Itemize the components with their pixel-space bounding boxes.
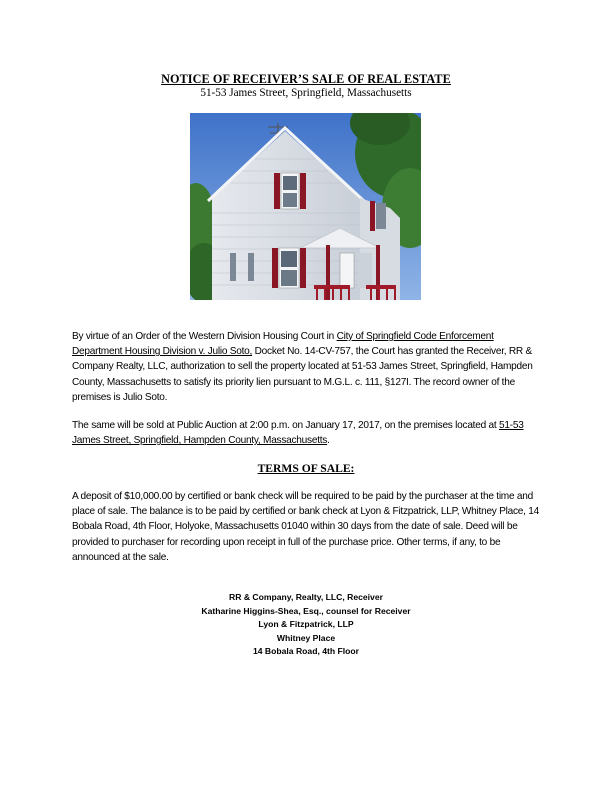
signature-firm: Lyon & Fitzpatrick, LLP	[258, 619, 354, 630]
signature-street: 14 Bobala Road, 4th Floor	[252, 646, 359, 657]
auction-paragraph	[72, 418, 540, 448]
signature-counsel: Katharine Higgins-Shea, Esq., counsel for Receiver	[201, 605, 411, 616]
signature-building: Whitney Place	[276, 632, 336, 643]
auction-lead: The same will be sold at Public Auction at 2:00 p.m. on January 17, 2017, on the premises located at	[72, 420, 499, 431]
property-address: 51-53 James Street, Springfield, Massachusetts	[200, 87, 412, 99]
order-rest: Docket No. 14-CV-757, the Court has granted the Receiver, RR & Company Realty, LLC, authorization to sell the property located at 51-53 James Street, Springfield, Hampden County, Massachusetts to satisfy its priority lien pursuant to M.G.L. c. 111, §127I. The record owner of the premises is Julio Soto.	[72, 346, 533, 403]
order-paragraph	[72, 329, 540, 405]
auction-location: 51-53 James Street, Springfield, Hampden County, Massachusetts	[72, 420, 524, 447]
auction-end: .	[327, 435, 330, 447]
notice-title: NOTICE OF RECEIVER’S SALE OF REAL ESTATE	[161, 72, 451, 86]
order-lead: By virtue of an Order of the Western Division Housing Court in	[72, 331, 337, 342]
signature-block	[0, 591, 612, 659]
case-name: City of Springfield Code Enforcement Department Housing Division v. Julio Soto,	[72, 331, 494, 358]
signature-receiver: RR & Company, Realty, LLC, Receiver	[229, 592, 383, 602]
property-photo	[190, 113, 421, 300]
terms-heading: TERMS OF SALE:	[257, 462, 355, 475]
terms-paragraph: A deposit of $10,000.00 by certified or bank check will be required to be paid by the purchaser at the time and place of sale. The balance is to be paid by certified or bank check at Lyon & Fitzpatrick, LLP, Whitney Place, 14 Bobala Road, 4th Floor, Holyoke, Massachusetts 01040 within 30 days from the date of sale. Deed will be provided to purchaser for recording upon receipt in full of the purchase price. Other terms, if any, to be announced at the sale.	[72, 491, 539, 563]
